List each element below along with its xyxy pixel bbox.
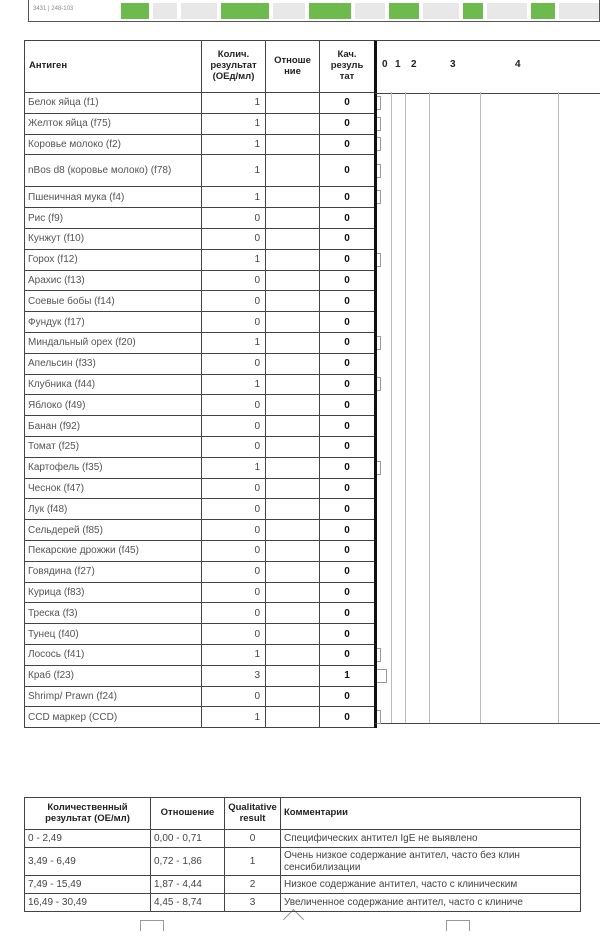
page-fold-mark — [446, 920, 470, 931]
scale-gridline — [405, 92, 406, 724]
result-row — [25, 187, 376, 208]
qualitative-cell: 0 — [320, 707, 376, 728]
antigen-cell: Белок яйца (f1) — [25, 93, 202, 114]
ratio-cell — [266, 312, 320, 333]
qualitative-cell: 0 — [320, 113, 376, 134]
result-row — [25, 624, 376, 645]
legend-qual: 1 — [225, 848, 281, 876]
page-fold-mark — [283, 909, 304, 930]
ratio-cell — [266, 457, 320, 478]
quantity-cell: 0 — [202, 478, 266, 499]
legend-row — [25, 876, 581, 894]
results-table — [24, 40, 377, 728]
result-row — [25, 457, 376, 478]
result-row — [25, 707, 376, 728]
ratio-cell — [266, 353, 320, 374]
result-row — [25, 436, 376, 457]
ratio-cell — [266, 707, 320, 728]
strip-code: 3431 | 248-103 — [33, 6, 74, 12]
quantity-cell: 1 — [202, 332, 266, 353]
legend-range: 16,49 - 30,49 — [25, 894, 151, 912]
quantity-cell: 0 — [202, 499, 266, 520]
test-strip — [28, 0, 600, 22]
result-row — [25, 540, 376, 561]
strip-segment — [389, 3, 419, 19]
antigen-cell: Томат (f25) — [25, 436, 202, 457]
result-row — [25, 93, 376, 114]
scale-label-0: 0 — [382, 59, 388, 70]
qualitative-cell: 0 — [320, 457, 376, 478]
antigen-cell: Лук (f48) — [25, 499, 202, 520]
qualitative-cell: 0 — [320, 134, 376, 155]
result-level-bar — [377, 137, 381, 151]
qualitative-cell: 0 — [320, 353, 376, 374]
quantity-cell: 1 — [202, 93, 266, 114]
legend-range: 3,49 - 6,49 — [25, 848, 151, 876]
scale-gridline — [558, 92, 559, 724]
strip-segment — [487, 3, 527, 19]
qualitative-cell: 0 — [320, 561, 376, 582]
result-row — [25, 270, 376, 291]
antigen-cell: Пекарские дрожжи (f45) — [25, 540, 202, 561]
quantity-cell: 1 — [202, 187, 266, 208]
qualitative-cell: 0 — [320, 208, 376, 229]
strip-segment — [559, 3, 599, 19]
ratio-cell — [266, 478, 320, 499]
legend-range: 7,49 - 15,49 — [25, 876, 151, 894]
quantity-cell: 0 — [202, 208, 266, 229]
qualitative-cell: 0 — [320, 374, 376, 395]
quantity-cell: 0 — [202, 353, 266, 374]
result-level-bar — [377, 253, 381, 267]
result-row — [25, 228, 376, 249]
ratio-cell — [266, 603, 320, 624]
result-level-bar — [377, 96, 381, 110]
quantity-cell: 0 — [202, 416, 266, 437]
legend-header-row — [25, 798, 581, 830]
ratio-cell — [266, 416, 320, 437]
qualitative-cell: 0 — [320, 228, 376, 249]
result-row — [25, 395, 376, 416]
scale-label-1: 1 — [395, 59, 401, 70]
ratio-cell — [266, 436, 320, 457]
ratio-cell — [266, 686, 320, 707]
result-row — [25, 113, 376, 134]
antigen-cell: Сельдерей (f85) — [25, 520, 202, 541]
result-row — [25, 249, 376, 270]
antigen-cell: Тунец (f40) — [25, 624, 202, 645]
quantity-cell: 1 — [202, 155, 266, 187]
quantity-cell: 0 — [202, 395, 266, 416]
scale-label-2: 2 — [411, 59, 417, 70]
quantity-cell: 1 — [202, 134, 266, 155]
qualitative-cell: 0 — [320, 582, 376, 603]
scale-gridline — [429, 92, 430, 724]
strip-segment — [221, 3, 269, 19]
antigen-cell: Лосось (f41) — [25, 644, 202, 665]
qualitative-cell: 1 — [320, 665, 376, 686]
strip-segment — [531, 3, 555, 19]
quantity-cell: 0 — [202, 624, 266, 645]
legend-header-ratio: Отношение — [151, 798, 225, 830]
result-row — [25, 353, 376, 374]
ratio-cell — [266, 134, 320, 155]
legend-row — [25, 894, 581, 912]
result-row — [25, 208, 376, 229]
ratio-cell — [266, 624, 320, 645]
scale-header — [375, 40, 600, 94]
ratio-cell — [266, 332, 320, 353]
antigen-cell: CCD маркер (CCD) — [25, 707, 202, 728]
result-level-bar — [377, 461, 381, 475]
quantity-cell: 0 — [202, 520, 266, 541]
antigen-cell: Клубника (f44) — [25, 374, 202, 395]
antigen-cell: Желток яйца (f75) — [25, 113, 202, 134]
quantity-cell: 3 — [202, 665, 266, 686]
result-row — [25, 499, 376, 520]
legend-ratio: 0,00 - 0,71 — [151, 830, 225, 848]
ratio-cell — [266, 187, 320, 208]
antigen-cell: Миндальный орех (f20) — [25, 332, 202, 353]
scale-gridline — [480, 92, 481, 724]
quantity-cell: 0 — [202, 603, 266, 624]
quantity-cell: 0 — [202, 436, 266, 457]
qualitative-cell: 0 — [320, 312, 376, 333]
antigen-cell: Фундук (f17) — [25, 312, 202, 333]
legend-ratio: 4,45 - 8,74 — [151, 894, 225, 912]
result-level-bar — [377, 190, 381, 204]
result-row — [25, 478, 376, 499]
quantity-cell: 0 — [202, 561, 266, 582]
qualitative-cell: 0 — [320, 93, 376, 114]
ratio-cell — [266, 113, 320, 134]
result-row — [25, 582, 376, 603]
quantity-cell: 1 — [202, 707, 266, 728]
legend-table — [24, 797, 581, 912]
qualitative-cell: 0 — [320, 416, 376, 437]
ratio-cell — [266, 540, 320, 561]
legend-ratio: 1,87 - 4,44 — [151, 876, 225, 894]
scale-bottom-line — [375, 723, 600, 724]
ratio-cell — [266, 374, 320, 395]
antigen-cell: Треска (f3) — [25, 603, 202, 624]
result-row — [25, 665, 376, 686]
result-row — [25, 134, 376, 155]
legend-comment: Увеличенное содержание антител, часто с клиниче — [281, 894, 581, 912]
legend-header-quantity: Количественный результат (ОЕ/мл) — [25, 798, 151, 830]
result-row — [25, 332, 376, 353]
quantity-cell: 0 — [202, 291, 266, 312]
strip-segment — [153, 3, 177, 19]
scale-label-3: 3 — [450, 59, 456, 70]
qualitative-cell: 0 — [320, 520, 376, 541]
antigen-cell: Яблоко (f49) — [25, 395, 202, 416]
result-row — [25, 520, 376, 541]
result-row — [25, 561, 376, 582]
ratio-cell — [266, 249, 320, 270]
antigen-cell: Рис (f9) — [25, 208, 202, 229]
result-row — [25, 291, 376, 312]
ratio-cell — [266, 561, 320, 582]
antigen-cell: Банан (f92) — [25, 416, 202, 437]
result-level-bar — [377, 648, 381, 662]
ratio-cell — [266, 644, 320, 665]
qualitative-cell: 0 — [320, 332, 376, 353]
qualitative-cell: 0 — [320, 249, 376, 270]
legend-range: 0 - 2,49 — [25, 830, 151, 848]
antigen-cell: Краб (f23) — [25, 665, 202, 686]
result-scale — [375, 40, 600, 724]
qualitative-cell: 0 — [320, 603, 376, 624]
scale-label-4: 4 — [515, 59, 521, 70]
result-level-bar — [377, 710, 381, 724]
antigen-cell: Чеснок (f47) — [25, 478, 202, 499]
legend-qual: 2 — [225, 876, 281, 894]
quantity-cell: 0 — [202, 582, 266, 603]
result-row — [25, 155, 376, 187]
result-row — [25, 603, 376, 624]
qualitative-cell: 0 — [320, 540, 376, 561]
quantity-cell: 0 — [202, 312, 266, 333]
ratio-cell — [266, 665, 320, 686]
antigen-cell: Кунжут (f10) — [25, 228, 202, 249]
legend-qual: 0 — [225, 830, 281, 848]
antigen-cell: Арахис (f13) — [25, 270, 202, 291]
antigen-cell: Shrimp/ Prawn (f24) — [25, 686, 202, 707]
quantity-cell: 1 — [202, 644, 266, 665]
result-row — [25, 416, 376, 437]
qualitative-cell: 0 — [320, 291, 376, 312]
quantity-cell: 1 — [202, 374, 266, 395]
legend-qual: 3 — [225, 894, 281, 912]
ratio-cell — [266, 291, 320, 312]
header-quantity: Колич. результат (ОЕд/мл) — [202, 41, 266, 93]
strip-segment — [355, 3, 385, 19]
result-row — [25, 374, 376, 395]
strip-segment — [121, 3, 149, 19]
result-level-bar — [377, 336, 381, 350]
scale-gridline — [391, 92, 392, 724]
strip-segment — [423, 3, 459, 19]
qualitative-cell: 0 — [320, 187, 376, 208]
qualitative-cell: 0 — [320, 395, 376, 416]
result-row — [25, 312, 376, 333]
result-level-bar — [377, 377, 381, 391]
ratio-cell — [266, 228, 320, 249]
legend-header-qualitative: Qualitative result — [225, 798, 281, 830]
result-level-bar — [377, 164, 381, 178]
qualitative-cell: 0 — [320, 624, 376, 645]
legend-comment: Низкое содержание антител, часто с клиническим — [281, 876, 581, 894]
antigen-cell: Соевые бобы (f14) — [25, 291, 202, 312]
antigen-cell: Пшеничная мука (f4) — [25, 187, 202, 208]
header-qualitative: Кач. резуль тат — [320, 41, 376, 93]
qualitative-cell: 0 — [320, 155, 376, 187]
antigen-cell: Говядина (f27) — [25, 561, 202, 582]
ratio-cell — [266, 93, 320, 114]
page-fold-mark — [140, 920, 164, 931]
antigen-cell: Коровье молоко (f2) — [25, 134, 202, 155]
antigen-cell: nBos d8 (коровье молоко) (f78) — [25, 155, 202, 187]
qualitative-cell: 0 — [320, 478, 376, 499]
ratio-cell — [266, 395, 320, 416]
quantity-cell: 1 — [202, 113, 266, 134]
strip-segment — [273, 3, 305, 19]
quantity-cell: 1 — [202, 457, 266, 478]
quantity-cell: 0 — [202, 686, 266, 707]
legend-comment: Специфических антител IgE не выявлено — [281, 830, 581, 848]
ratio-cell — [266, 582, 320, 603]
quantity-cell: 0 — [202, 540, 266, 561]
result-level-bar — [377, 117, 381, 131]
strip-segment — [463, 3, 483, 19]
quantity-cell: 0 — [202, 228, 266, 249]
qualitative-cell: 0 — [320, 270, 376, 291]
header-antigen: Антиген — [25, 41, 202, 93]
legend-comment: Очень низкое содержание антител, часто без клин сенсибилизации — [281, 848, 581, 876]
results-header-row — [25, 41, 376, 93]
antigen-cell: Картофель (f35) — [25, 457, 202, 478]
ratio-cell — [266, 499, 320, 520]
antigen-cell: Апельсин (f33) — [25, 353, 202, 374]
qualitative-cell: 0 — [320, 499, 376, 520]
strip-segment — [309, 3, 351, 19]
qualitative-cell: 0 — [320, 436, 376, 457]
result-row — [25, 686, 376, 707]
result-level-bar — [377, 669, 387, 683]
legend-row — [25, 848, 581, 876]
header-ratio: Отноше ние — [266, 41, 320, 93]
legend-ratio: 0,72 - 1,86 — [151, 848, 225, 876]
qualitative-cell: 0 — [320, 686, 376, 707]
qualitative-cell: 0 — [320, 644, 376, 665]
antigen-cell: Горох (f12) — [25, 249, 202, 270]
ratio-cell — [266, 155, 320, 187]
ratio-cell — [266, 208, 320, 229]
result-row — [25, 644, 376, 665]
legend-header-comments: Комментарии — [281, 798, 581, 830]
legend-row — [25, 830, 581, 848]
quantity-cell: 0 — [202, 270, 266, 291]
ratio-cell — [266, 270, 320, 291]
strip-segment — [181, 3, 217, 19]
quantity-cell: 1 — [202, 249, 266, 270]
ratio-cell — [266, 520, 320, 541]
antigen-cell: Курица (f83) — [25, 582, 202, 603]
